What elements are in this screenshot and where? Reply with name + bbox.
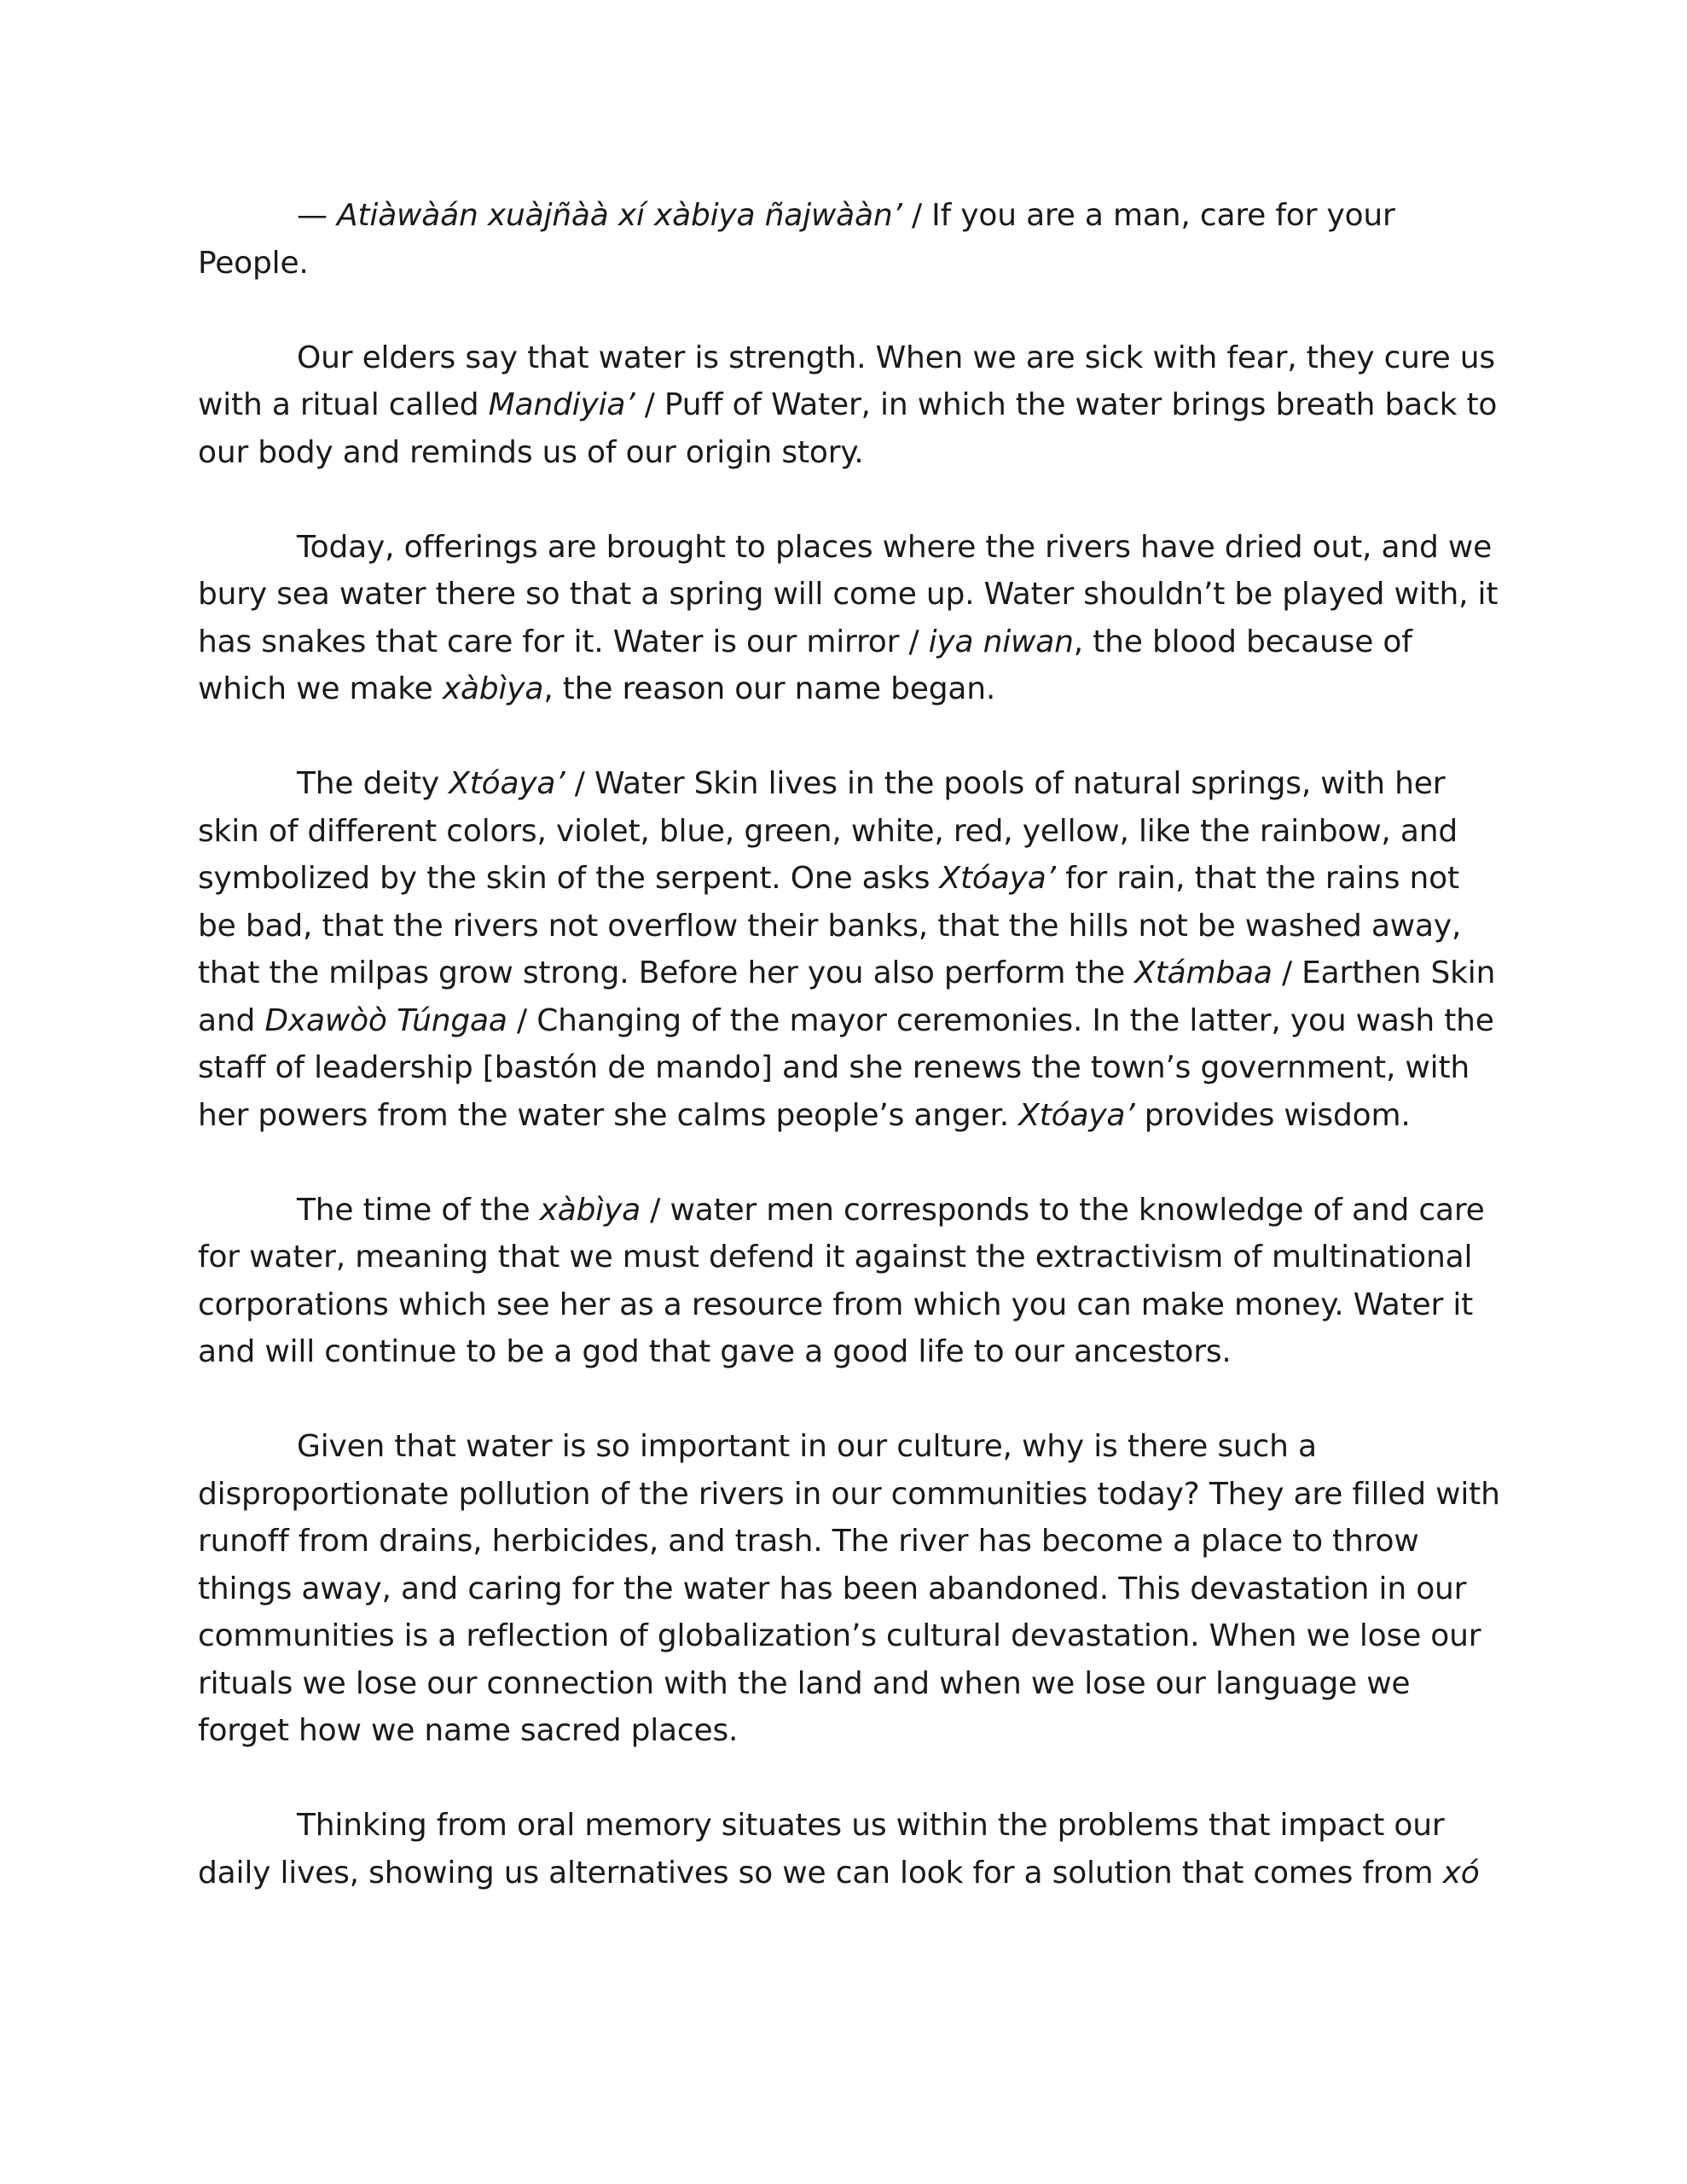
text-run: Thinking from oral memory situates us within the problems that impact our daily lives, showing us alternatives so we can look for a solution that comes from [198,1808,1445,1891]
text-run: , the blood because of which we make [198,624,1412,706]
paragraph-water-men [198,1187,1503,1376]
text-run: The deity [297,766,449,801]
text-run-italic: Xtóaya’ [939,861,1056,896]
text-run: , the reason our name began. [543,671,996,706]
text-run-italic: Xtóaya’ [1018,1097,1135,1133]
paragraph-epigraph [198,192,1503,287]
text-run: / Changing of the mayor ceremonies. In the latter, you wash the staff of leadership [bastón de mando] and she renews the town’s government, with her powers from the water she calms people’s anger. [198,1002,1494,1133]
paragraph-deity [198,760,1503,1139]
text-run-italic: xó [1442,1855,1480,1891]
paragraph-elders [198,334,1503,477]
text-run: Today, offerings are brought to places where the rivers have dried out, and we bury sea water there so that a spring will come up. Water shouldn’t be played with, it has snakes that care for it. Water is our mirror / [198,529,1499,659]
text-run: Our elders say that water is strength. When we are sick with fear, they cure us with a ritual called [198,340,1495,422]
text-run: / Puff of Water, in which the water brings breath back to our body and reminds us of our origin story. [198,387,1498,470]
text-run-italic: Xtóaya’ [449,766,565,801]
text-run-italic: Dxawòò Túngaa [264,1002,507,1038]
paragraph-pollution [198,1423,1503,1755]
text-run-italic: Mandiyia’ [488,387,635,422]
text-run: for rain, that the rains not be bad, that the rivers not overflow their banks, that the hills not be washed away, that the milpas grow strong. Before her you also perform the [198,861,1462,990]
text-run-italic: xàbìya [442,671,544,706]
text-run-italic: Atiàwàán xuàjñàà xí xàbiya ñajwààn’ [337,198,902,233]
text-run: / water men corresponds to the knowledge of and care for water, meaning that we must defend it against the extractivism of multinational corporations which see her as a resource from which you can make money. Water it and will continue to be a god that gave a good life to our ancestors. [198,1192,1485,1369]
text-run: — [297,198,338,233]
text-run-italic: xàbìya [539,1192,641,1228]
text-run: / Water Skin lives in the pools of natural springs, with her skin of different colors, violet, blue, green, white, red, yellow, like the rainbow, and symbolized by the skin of the serpent. One asks [198,766,1458,896]
text-run: / Earthen Skin and [198,956,1496,1038]
text-run: The time of the [297,1192,540,1228]
text-run: provides wisdom. [1134,1097,1411,1133]
text-run-italic: iya niwan [928,624,1074,659]
paragraph-oral-memory [198,1802,1503,1896]
paragraph-offerings [198,524,1503,713]
text-run: Given that water is so important in our culture, why is there such a disproportionate pollution of the rivers in our communities today? They are filled with runoff from drains, herbicides, and trash. The river has become a place to throw things away, and caring for the water has been abandoned. This devastation in our communities is a reflection of globalization’s cultural devastation. When we lose our rituals we lose our connection with the land and when we lose our language we forget how we name sacred places. [198,1429,1500,1748]
text-run-italic: Xtámbaa [1134,956,1272,990]
document-body [198,192,1503,1896]
text-run: / If you are a man, care for your People. [198,198,1395,281]
